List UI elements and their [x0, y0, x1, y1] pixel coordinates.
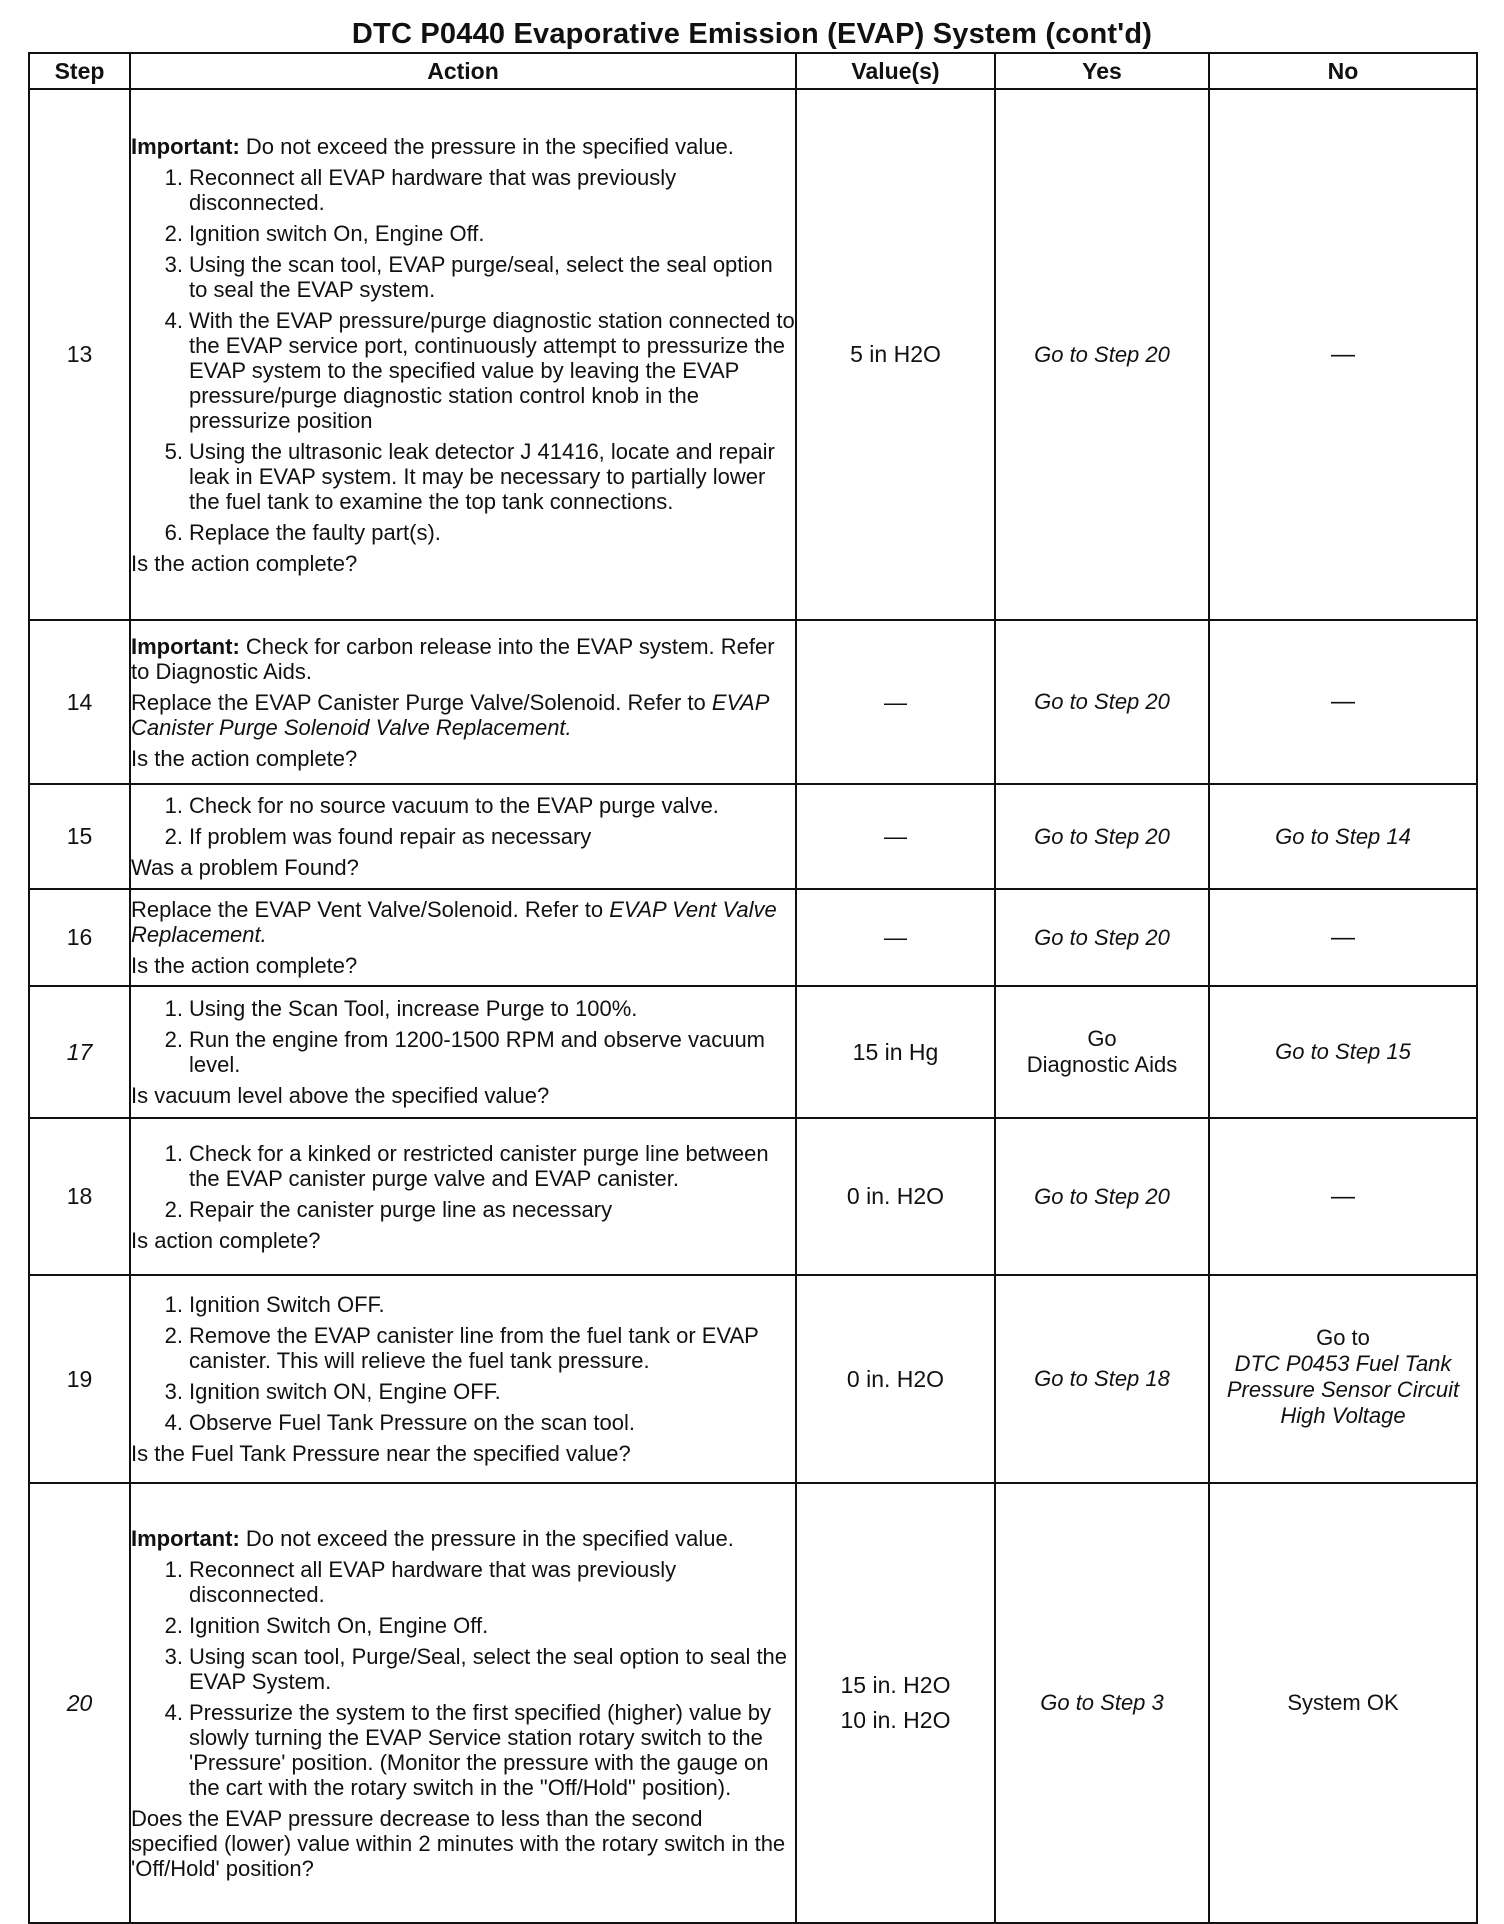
no-cell: —	[1209, 89, 1477, 620]
list-item: 1. Using the Scan Tool, increase Purge to 100%.	[164, 996, 638, 1021]
action-question: Is the action complete?	[131, 745, 358, 771]
list-item: 1. Check for no source vacuum to the EVAP purge valve.	[164, 793, 719, 818]
action-question: Is the Fuel Tank Pressure near the specified value?	[131, 1441, 631, 1466]
value-cell	[796, 1483, 995, 1923]
no-cell: —	[1209, 620, 1477, 784]
important-label: Important:	[131, 633, 240, 659]
no-cell: —	[1209, 889, 1477, 986]
action-steps	[131, 1292, 795, 1435]
list-item: 1. Reconnect all EVAP hardware that was previously disconnected.	[164, 164, 677, 215]
action-question: Does the EVAP pressure decrease to less than the second specified (lower) value within 2 minutes with the rotary switch in the 'Off/Hold' position?	[131, 1805, 786, 1881]
list-item: 2. Remove the EVAP canister line from the fuel tank or EVAP canister. This will relieve the fuel tank pressure.	[164, 1323, 759, 1373]
reference-link[interactable]: EVAP Canister Purge Solenoid Valve Replacement.	[131, 689, 769, 740]
step-number: 20	[29, 1483, 130, 1923]
list-item: 6. Replace the faulty part(s).	[164, 519, 441, 545]
dtc-reference[interactable]: DTC P0453 Fuel Tank Pressure Sensor Circuit High Voltage	[1226, 1351, 1460, 1428]
action-steps	[131, 1141, 795, 1222]
action-cell	[130, 784, 796, 889]
list-item: 2. Repair the canister purge line as necessary	[164, 1196, 613, 1222]
step-number: 13	[29, 89, 130, 620]
table-row	[29, 1483, 1477, 1923]
important-note	[131, 134, 795, 159]
no-cell	[1209, 1275, 1477, 1483]
list-item: 3. Using the scan tool, EVAP purge/seal, select the seal option to seal the EVAP system.	[164, 251, 773, 302]
action-question: Is the action complete?	[131, 953, 358, 978]
step-number: 15	[29, 784, 130, 889]
header-no: No	[1209, 53, 1477, 89]
list-item: 2. If problem was found repair as necessary	[164, 824, 592, 849]
yes-cell: Go to Step 20	[995, 620, 1209, 784]
action-steps	[131, 996, 795, 1077]
list-item: 1. Reconnect all EVAP hardware that was previously disconnected.	[164, 1556, 677, 1607]
action-steps	[131, 1557, 795, 1800]
list-item: 2. Ignition Switch On, Engine Off.	[164, 1612, 489, 1638]
action-steps	[131, 793, 795, 849]
yes-line-1: Go	[1087, 1026, 1117, 1051]
action-cell	[130, 986, 796, 1118]
action-question: Was a problem Found?	[131, 855, 359, 880]
yes-cell: Go to Step 3	[995, 1483, 1209, 1923]
value-cell: —	[796, 784, 995, 889]
important-label: Important:	[131, 1525, 240, 1551]
yes-cell: Go to Step 20	[995, 784, 1209, 889]
no-line-1: Go to	[1316, 1325, 1370, 1350]
list-item: 4. Pressurize the system to the first specified (higher) value by slowly turning the EVAP Service station rotary switch to the 'Pressure' position. (Monitor the pressure with the gauge on the cart with the rotary switch in the "Off/Hold" position).	[164, 1699, 772, 1800]
value-cell: 0 in. H2O	[796, 1118, 995, 1275]
action-cell	[130, 620, 796, 784]
table-row	[29, 1275, 1477, 1483]
value-cell: 15 in Hg	[796, 986, 995, 1118]
value-cell: 5 in H2O	[796, 89, 995, 620]
list-item: 2. Ignition switch On, Engine Off.	[164, 220, 485, 246]
important-note	[131, 634, 795, 684]
list-item: 5. Using the ultrasonic leak detector J 41416, locate and repair leak in EVAP system. It may be necessary to partially lower the fuel tank to examine the top tank connections.	[164, 438, 775, 514]
yes-cell: Go to Step 20	[995, 89, 1209, 620]
important-text: Do not exceed the pressure in the specified value.	[245, 1525, 734, 1551]
list-item: 3. Using scan tool, Purge/Seal, select the seal option to seal the EVAP System.	[164, 1643, 788, 1694]
step-number: 14	[29, 620, 130, 784]
value-cell: —	[796, 620, 995, 784]
yes-cell: Go to Step 20	[995, 889, 1209, 986]
important-note	[131, 1526, 795, 1551]
table-row	[29, 784, 1477, 889]
step-number: 16	[29, 889, 130, 986]
header-step: Step	[29, 53, 130, 89]
action-question: Is the action complete?	[131, 550, 358, 576]
action-question: Is action complete?	[131, 1227, 321, 1253]
table-row	[29, 1118, 1477, 1275]
action-steps	[131, 165, 795, 545]
page-title: DTC P0440 Evaporative Emission (EVAP) System (cont'd)	[351, 18, 1153, 50]
action-cell	[130, 1118, 796, 1275]
value-cell: —	[796, 889, 995, 986]
step-number: 18	[29, 1118, 130, 1275]
list-item: 1. Ignition Switch OFF.	[164, 1292, 385, 1317]
list-item: 2. Run the engine from 1200-1500 RPM and observe vacuum level.	[164, 1027, 766, 1077]
reference-link[interactable]: EVAP Vent Valve Replacement.	[131, 897, 777, 947]
important-label: Important:	[131, 133, 240, 159]
no-cell: Go to Step 14	[1209, 784, 1477, 889]
header-values: Value(s)	[796, 53, 995, 89]
no-cell: —	[1209, 1118, 1477, 1275]
yes-cell	[995, 986, 1209, 1118]
action-cell	[130, 1483, 796, 1923]
list-item: 4. With the EVAP pressure/purge diagnostic station connected to the EVAP service port, continuously attempt to pressurize the EVAP system to the specified value by leaving the EVAP pressure/purge diagnostic station control knob in the pressurize position	[164, 307, 795, 433]
no-cell: Go to Step 15	[1209, 986, 1477, 1118]
value-line-2: 10 in. H2O	[840, 1707, 951, 1733]
important-text: Do not exceed the pressure in the specified value.	[245, 133, 734, 159]
action-question: Is vacuum level above the specified value?	[131, 1083, 550, 1108]
value-line-1: 15 in. H2O	[840, 1672, 951, 1698]
action-cell	[130, 89, 796, 620]
yes-line-2: Diagnostic Aids	[1026, 1052, 1178, 1077]
list-item: 1. Check for a kinked or restricted canister purge line between the EVAP canister purge valve and EVAP canister.	[164, 1140, 769, 1191]
yes-cell: Go to Step 20	[995, 1118, 1209, 1275]
list-item: 4. Observe Fuel Tank Pressure on the scan tool.	[164, 1410, 635, 1435]
dtc-table	[28, 52, 1478, 1924]
value-cell: 0 in. H2O	[796, 1275, 995, 1483]
step-number: 19	[29, 1275, 130, 1483]
table-row	[29, 986, 1477, 1118]
action-cell	[130, 1275, 796, 1483]
important-text: Check for carbon release into the EVAP system. Refer to Diagnostic Aids.	[131, 633, 775, 684]
step-number: 17	[29, 986, 130, 1118]
table-row	[29, 889, 1477, 986]
action-text: Replace the EVAP Canister Purge Valve/Solenoid. Refer to EVAP Canister Purge Solenoid Valve Replacement.	[131, 689, 769, 740]
list-item: 3. Ignition switch ON, Engine OFF.	[164, 1379, 501, 1404]
header-yes: Yes	[995, 53, 1209, 89]
yes-cell: Go to Step 18	[995, 1275, 1209, 1483]
header-row	[29, 53, 1477, 89]
action-text: Replace the EVAP Vent Valve/Solenoid. Refer to EVAP Vent Valve Replacement.	[131, 897, 777, 947]
header-action: Action	[130, 53, 796, 89]
table-row	[29, 620, 1477, 784]
table-row	[29, 89, 1477, 620]
action-cell	[130, 889, 796, 986]
no-cell: System OK	[1209, 1483, 1477, 1923]
